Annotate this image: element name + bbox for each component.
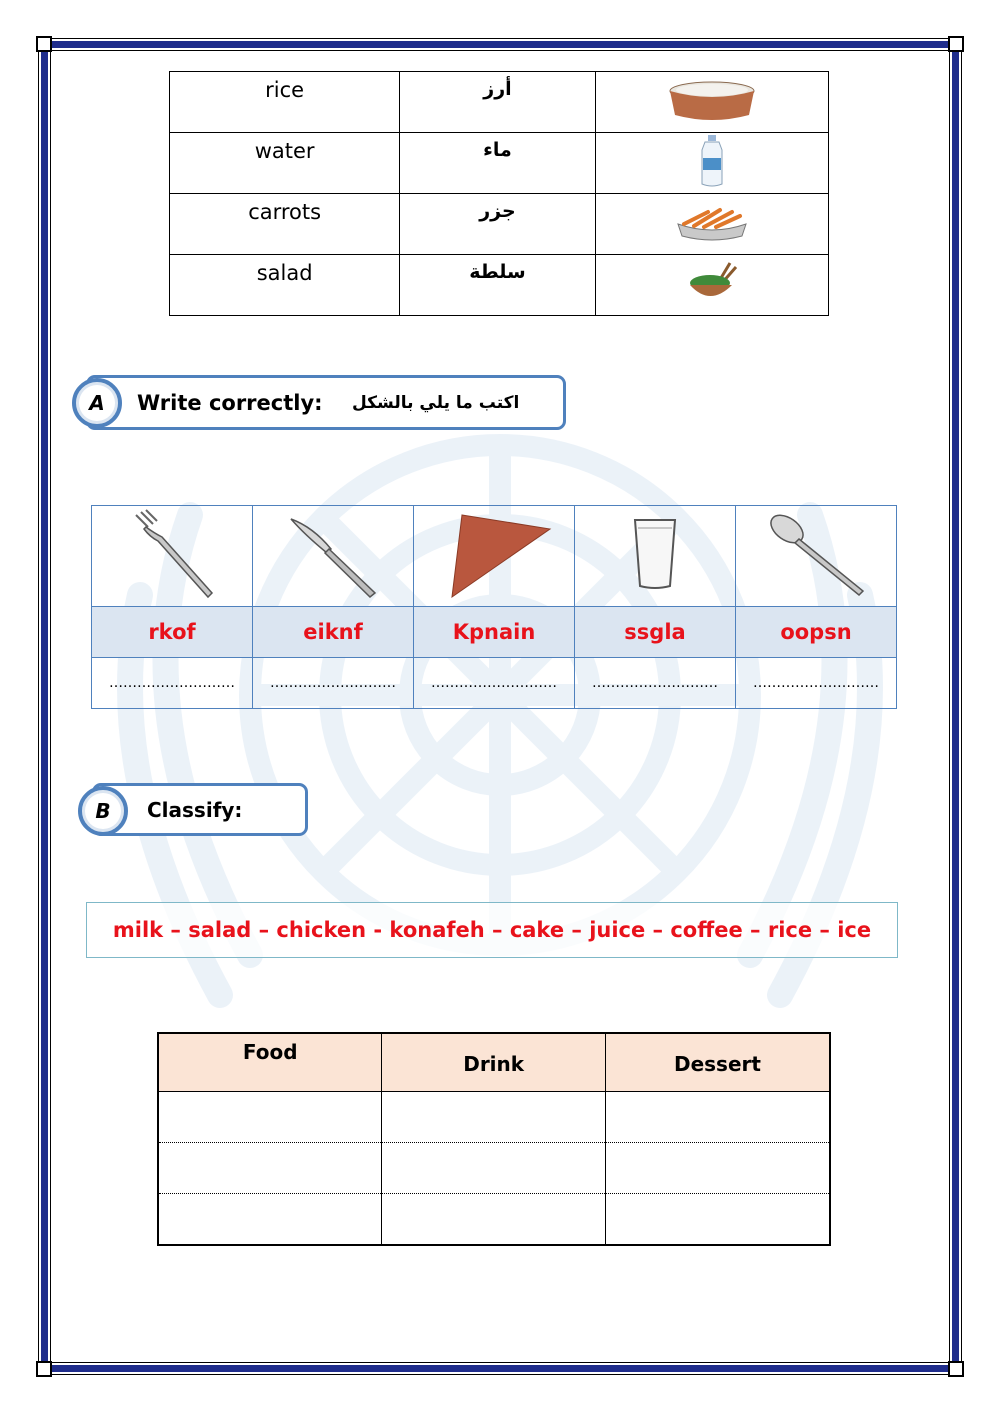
classify-cell-dessert[interactable] — [605, 1143, 830, 1194]
vocab-picture-cell — [595, 133, 828, 194]
section-b-badge: B — [78, 786, 128, 836]
answer-blank[interactable]: ……………………… — [253, 658, 414, 709]
section-b-title: Classify: — [147, 798, 243, 822]
words-picture-cell — [414, 506, 575, 607]
classify-cell-food[interactable] — [158, 1143, 382, 1194]
scrambled-words-table — [91, 505, 897, 709]
knife-icon — [283, 509, 383, 599]
words-picture-cell — [253, 506, 414, 607]
vocab-row — [170, 133, 829, 194]
vocab-arabic-word: جزر — [400, 194, 595, 255]
section-a-arabic-instruction: اكتب ما يلي بالشكل — [352, 393, 520, 413]
vocab-row — [170, 255, 829, 316]
words-answer-row — [92, 658, 897, 709]
classify-header-row — [158, 1033, 830, 1092]
frame-corner-top-right — [948, 36, 964, 52]
classify-table — [157, 1032, 831, 1246]
water-bottle-icon — [697, 134, 727, 188]
fork-icon — [122, 509, 222, 599]
header-dessert: Dessert — [605, 1033, 830, 1092]
words-picture-cell — [736, 506, 897, 607]
answer-blank[interactable]: ……………………… — [575, 658, 736, 709]
vocab-english-word: water — [170, 133, 400, 194]
header-drink: Drink — [382, 1033, 606, 1092]
vocab-english-word: salad — [170, 255, 400, 316]
vocab-arabic-word: ماء — [400, 133, 595, 194]
salad-bowl-icon — [684, 261, 740, 305]
section-a-title: Write correctly: — [137, 391, 323, 415]
scrambled-word: oopsn — [736, 607, 897, 658]
classify-row — [158, 1143, 830, 1194]
napkin-icon — [434, 509, 554, 599]
vocab-row — [170, 72, 829, 133]
classify-cell-drink[interactable] — [382, 1194, 606, 1246]
header-food: Food — [158, 1033, 382, 1092]
classify-cell-dessert[interactable] — [605, 1092, 830, 1143]
scrambled-word: eiknf — [253, 607, 414, 658]
vocab-picture-cell — [595, 72, 828, 133]
answer-blank[interactable]: ……………………… — [736, 658, 897, 709]
words-picture-row — [92, 506, 897, 607]
classify-row — [158, 1092, 830, 1143]
classify-cell-dessert[interactable] — [605, 1194, 830, 1246]
answer-blank[interactable]: ……………………… — [92, 658, 253, 709]
frame-corner-bottom-left — [36, 1361, 52, 1377]
glass-icon — [625, 514, 685, 594]
vocab-picture-cell — [595, 194, 828, 255]
scrambled-word: ssgla — [575, 607, 736, 658]
classify-row — [158, 1194, 830, 1246]
vocab-picture-cell — [595, 255, 828, 316]
vocab-row — [170, 194, 829, 255]
vocabulary-table — [169, 71, 829, 316]
classify-cell-drink[interactable] — [382, 1143, 606, 1194]
vocab-arabic-word: سلطة — [400, 255, 595, 316]
vocab-english-word: carrots — [170, 194, 400, 255]
vocab-english-word: rice — [170, 72, 400, 133]
carrots-dish-icon — [674, 202, 750, 242]
answer-blank[interactable]: ……………………… — [414, 658, 575, 709]
word-bank: milk – salad – chicken - konafeh – cake – juice – coffee – rice – ice — [86, 902, 898, 958]
section-a-badge: A — [72, 378, 122, 428]
frame-corner-bottom-right — [948, 1361, 964, 1377]
words-picture-cell — [575, 506, 736, 607]
classify-cell-drink[interactable] — [382, 1092, 606, 1143]
scrambled-word: Kpnain — [414, 607, 575, 658]
words-picture-cell — [92, 506, 253, 607]
words-scrambled-row — [92, 607, 897, 658]
scrambled-word: rkof — [92, 607, 253, 658]
classify-cell-food[interactable] — [158, 1194, 382, 1246]
frame-corner-top-left — [36, 36, 52, 52]
rice-bowl-icon — [667, 77, 757, 123]
vocab-arabic-word: أرز — [400, 72, 595, 133]
classify-cell-food[interactable] — [158, 1092, 382, 1143]
spoon-icon — [761, 509, 871, 599]
